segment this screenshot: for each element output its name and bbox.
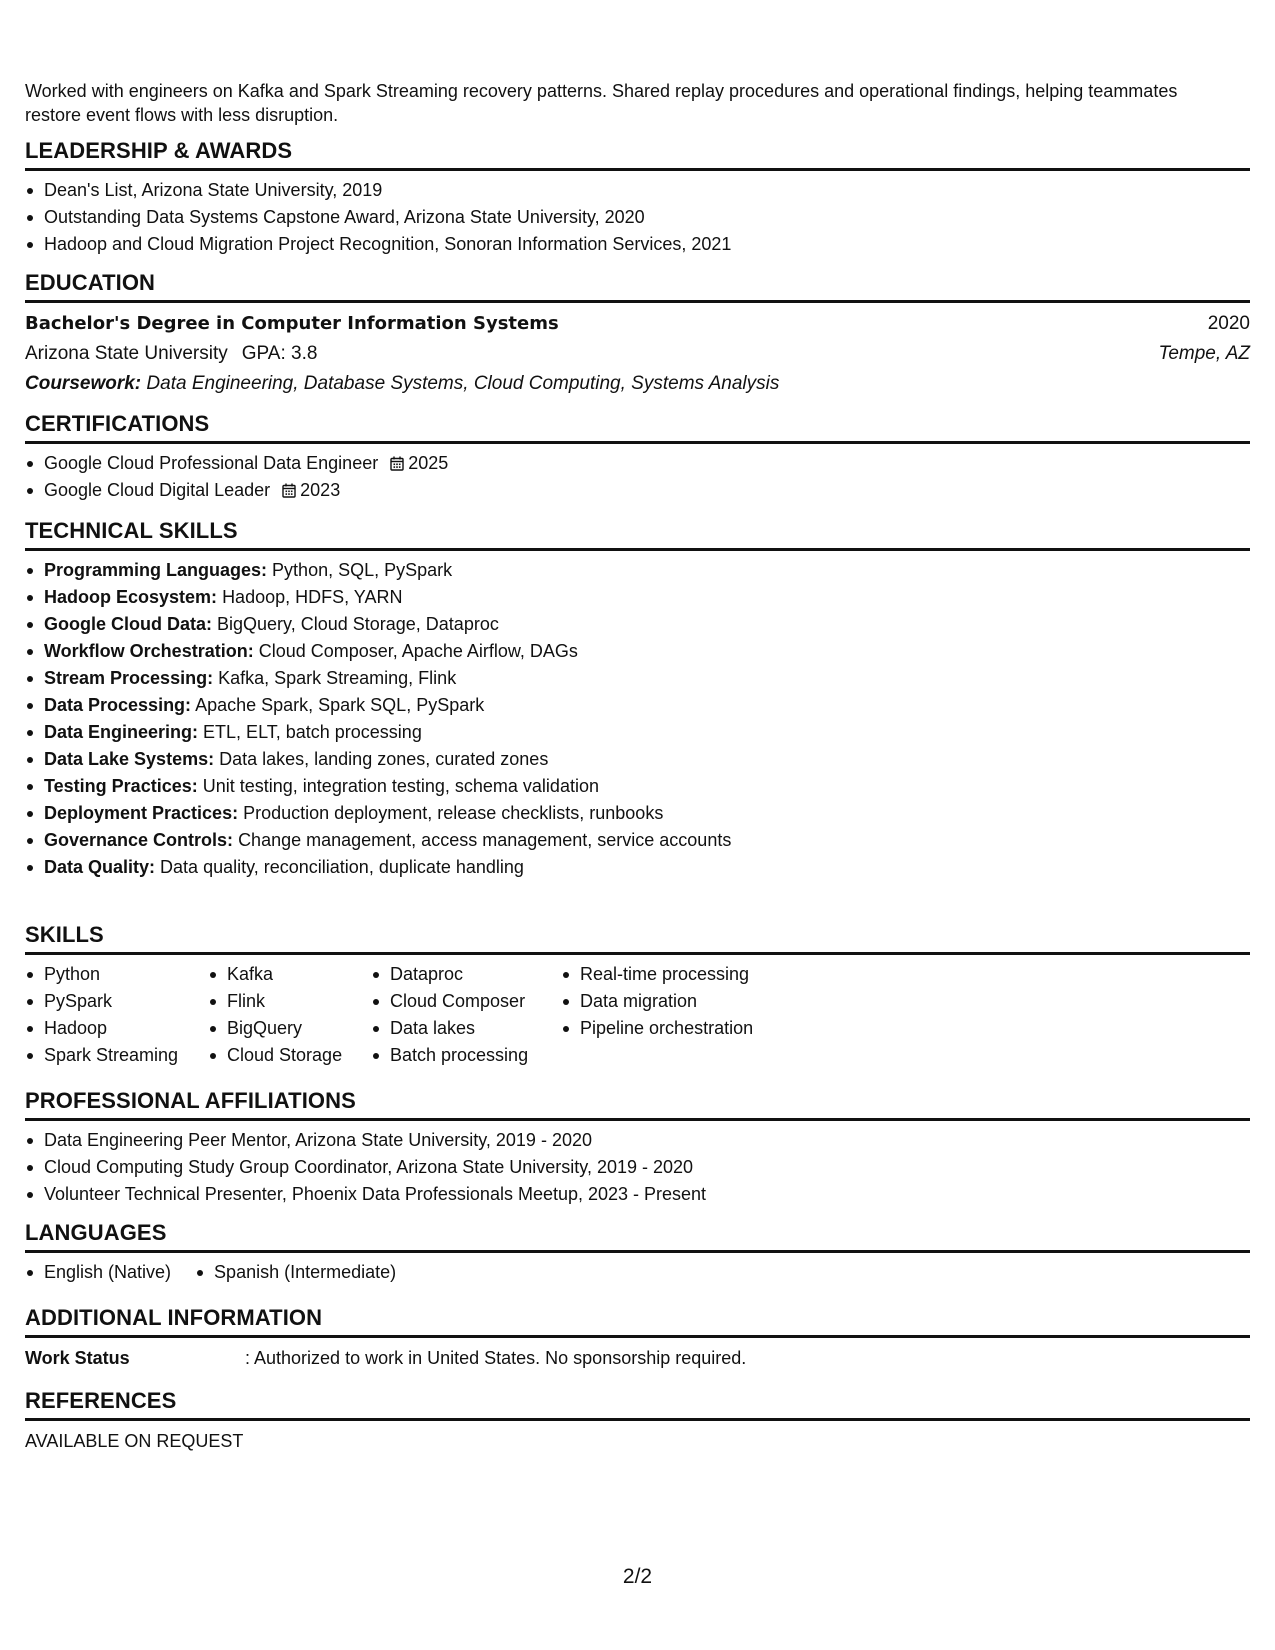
- work-status-value: : Authorized to work in United States. No sponsorship required.: [245, 1348, 747, 1368]
- list-item: PySpark: [25, 988, 208, 1015]
- summary-line: Worked with engineers on Kafka and Spark Streaming recovery patterns. Shared replay procedures and operational findings, helping teammates: [25, 81, 1178, 101]
- certification-name: Google Cloud Professional Data Engineer: [44, 453, 379, 473]
- list-item: [25, 450, 1250, 477]
- list-item: BigQuery: [208, 1015, 371, 1042]
- list-item: Cloud Composer: [371, 988, 561, 1015]
- list-item: [25, 746, 1250, 773]
- list-item: [25, 800, 1250, 827]
- skill-category: Deployment Practices:: [44, 803, 239, 823]
- list-item: [25, 611, 1250, 638]
- list-item: English (Native): [25, 1259, 171, 1286]
- section-title: TECHNICAL SKILLS: [25, 518, 238, 543]
- list-item: Spark Streaming: [25, 1042, 208, 1069]
- awards-list: [25, 177, 1250, 258]
- coursework: [25, 369, 1250, 399]
- section-divider: [25, 1250, 1250, 1253]
- skill-category: Testing Practices:: [44, 776, 198, 796]
- section-divider: [25, 952, 1250, 955]
- skills-grid: [25, 961, 1250, 1069]
- section-divider: [25, 300, 1250, 303]
- skills-column: [208, 961, 371, 1069]
- list-item: [25, 638, 1250, 665]
- section-title: LEADERSHIP & AWARDS: [25, 138, 293, 163]
- languages-list: [25, 1259, 1250, 1286]
- references-section: [25, 1387, 1250, 1455]
- skill-category: Data Processing:: [44, 695, 192, 715]
- list-item: Cloud Computing Study Group Coordinator, Arizona State University, 2019 - 2020: [25, 1154, 1250, 1181]
- list-item: [25, 773, 1250, 800]
- list-item: Data lakes: [371, 1015, 561, 1042]
- section-title: REFERENCES: [25, 1388, 177, 1413]
- list-item: Pipeline orchestration: [561, 1015, 753, 1042]
- list-item: Data Engineering Peer Mentor, Arizona State University, 2019 - 2020: [25, 1127, 1250, 1154]
- section-title: ADDITIONAL INFORMATION: [25, 1305, 323, 1330]
- skill-values: Python, SQL, PySpark: [272, 560, 453, 580]
- education-section: [25, 269, 1250, 399]
- experience-summary: [25, 79, 1250, 127]
- skills-column: [561, 961, 753, 1069]
- skill-category: Hadoop Ecosystem:: [44, 587, 218, 607]
- certifications-section: [25, 410, 1250, 504]
- list-item: [25, 692, 1250, 719]
- calendar-icon: [282, 483, 296, 498]
- section-divider: [25, 441, 1250, 444]
- skill-category: Governance Controls:: [44, 830, 234, 850]
- list-item: Hadoop: [25, 1015, 208, 1042]
- certification-year: 2023: [300, 480, 341, 500]
- list-item: Hadoop and Cloud Migration Project Recognition, Sonoran Information Services, 2021: [25, 231, 1250, 258]
- institution-location: Tempe, AZ: [1158, 343, 1250, 364]
- section-title: PROFESSIONAL AFFILIATIONS: [25, 1088, 356, 1113]
- gpa: GPA: 3.8: [241, 343, 318, 364]
- list-item: Real-time processing: [561, 961, 753, 988]
- skills-column: [371, 961, 561, 1069]
- additional-info-section: [25, 1304, 1250, 1372]
- calendar-icon: [390, 456, 404, 471]
- list-item: Volunteer Technical Presenter, Phoenix Data Professionals Meetup, 2023 - Present: [25, 1181, 1250, 1208]
- skills-section: [25, 921, 1250, 1069]
- list-item: Flink: [208, 988, 371, 1015]
- list-item: [25, 719, 1250, 746]
- skill-values: ETL, ELT, batch processing: [203, 722, 422, 742]
- coursework-list: Data Engineering, Database Systems, Cloud Computing, Systems Analysis: [146, 373, 780, 394]
- coursework-label: Coursework:: [25, 373, 142, 394]
- languages-section: [25, 1219, 1250, 1286]
- list-item: Outstanding Data Systems Capstone Award, Arizona State University, 2020: [25, 204, 1250, 231]
- certifications-list: [25, 450, 1250, 504]
- list-item: Cloud Storage: [208, 1042, 371, 1069]
- section-divider: [25, 168, 1250, 171]
- section-title: SKILLS: [25, 922, 104, 947]
- skill-category: Data Lake Systems:: [44, 749, 215, 769]
- section-title: CERTIFICATIONS: [25, 411, 210, 436]
- list-item: Kafka: [208, 961, 371, 988]
- list-item: Python: [25, 961, 208, 988]
- list-item: [25, 827, 1250, 854]
- institution-name: Arizona State University: [25, 343, 228, 364]
- skill-values: Data lakes, landing zones, curated zones: [219, 749, 549, 769]
- certification-year: 2025: [408, 453, 449, 473]
- list-item: Dean's List, Arizona State University, 2019: [25, 177, 1250, 204]
- degree-title: Bachelor's Degree in Computer Information Systems: [25, 313, 559, 334]
- technical-skills-list: [25, 557, 1250, 881]
- graduation-year: 2020: [1207, 313, 1250, 334]
- skill-values: Production deployment, release checklists, runbooks: [243, 803, 664, 823]
- list-item: Dataproc: [371, 961, 561, 988]
- skill-values: Unit testing, integration testing, schema validation: [202, 776, 599, 796]
- skill-category: Stream Processing:: [44, 668, 214, 688]
- section-title: EDUCATION: [25, 270, 156, 295]
- technical-skills-section: [25, 517, 1250, 881]
- list-item: Spanish (Intermediate): [195, 1259, 396, 1286]
- summary-line: restore event flows with less disruption.: [25, 105, 339, 125]
- affiliations-list: [25, 1127, 1250, 1208]
- skill-values: Data quality, reconciliation, duplicate handling: [160, 857, 524, 877]
- awards-section: [25, 137, 1250, 258]
- skill-values: Kafka, Spark Streaming, Flink: [218, 668, 457, 688]
- skill-category: Data Quality:: [44, 857, 156, 877]
- list-item: [25, 557, 1250, 584]
- references-text: AVAILABLE ON REQUEST: [25, 1431, 244, 1451]
- skill-category: Google Cloud Data:: [44, 614, 212, 634]
- certification-name: Google Cloud Digital Leader: [44, 480, 271, 500]
- skill-values: Hadoop, HDFS, YARN: [222, 587, 403, 607]
- page-number: 2/2: [622, 1565, 653, 1588]
- skill-category: Workflow Orchestration:: [44, 641, 254, 661]
- section-divider: [25, 1418, 1250, 1421]
- list-item: Batch processing: [371, 1042, 561, 1069]
- section-divider: [25, 548, 1250, 551]
- list-item: [25, 665, 1250, 692]
- list-item: Data migration: [561, 988, 753, 1015]
- skill-values: Cloud Composer, Apache Airflow, DAGs: [258, 641, 578, 661]
- skill-category: Programming Languages:: [44, 560, 268, 580]
- list-item: [25, 584, 1250, 611]
- work-status-label: Work Status: [25, 1348, 130, 1368]
- list-item: [25, 854, 1250, 881]
- section-title: LANGUAGES: [25, 1220, 167, 1245]
- skill-category: Data Engineering:: [44, 722, 199, 742]
- affiliations-section: [25, 1087, 1250, 1208]
- section-divider: [25, 1335, 1250, 1338]
- list-item: [25, 477, 1250, 504]
- section-divider: [25, 1118, 1250, 1121]
- skills-column: [25, 961, 208, 1069]
- skill-values: BigQuery, Cloud Storage, Dataproc: [217, 614, 499, 634]
- skill-values: Apache Spark, Spark SQL, PySpark: [195, 695, 485, 715]
- work-status-row: [25, 1345, 1250, 1372]
- skill-values: Change management, access management, service accounts: [238, 830, 732, 850]
